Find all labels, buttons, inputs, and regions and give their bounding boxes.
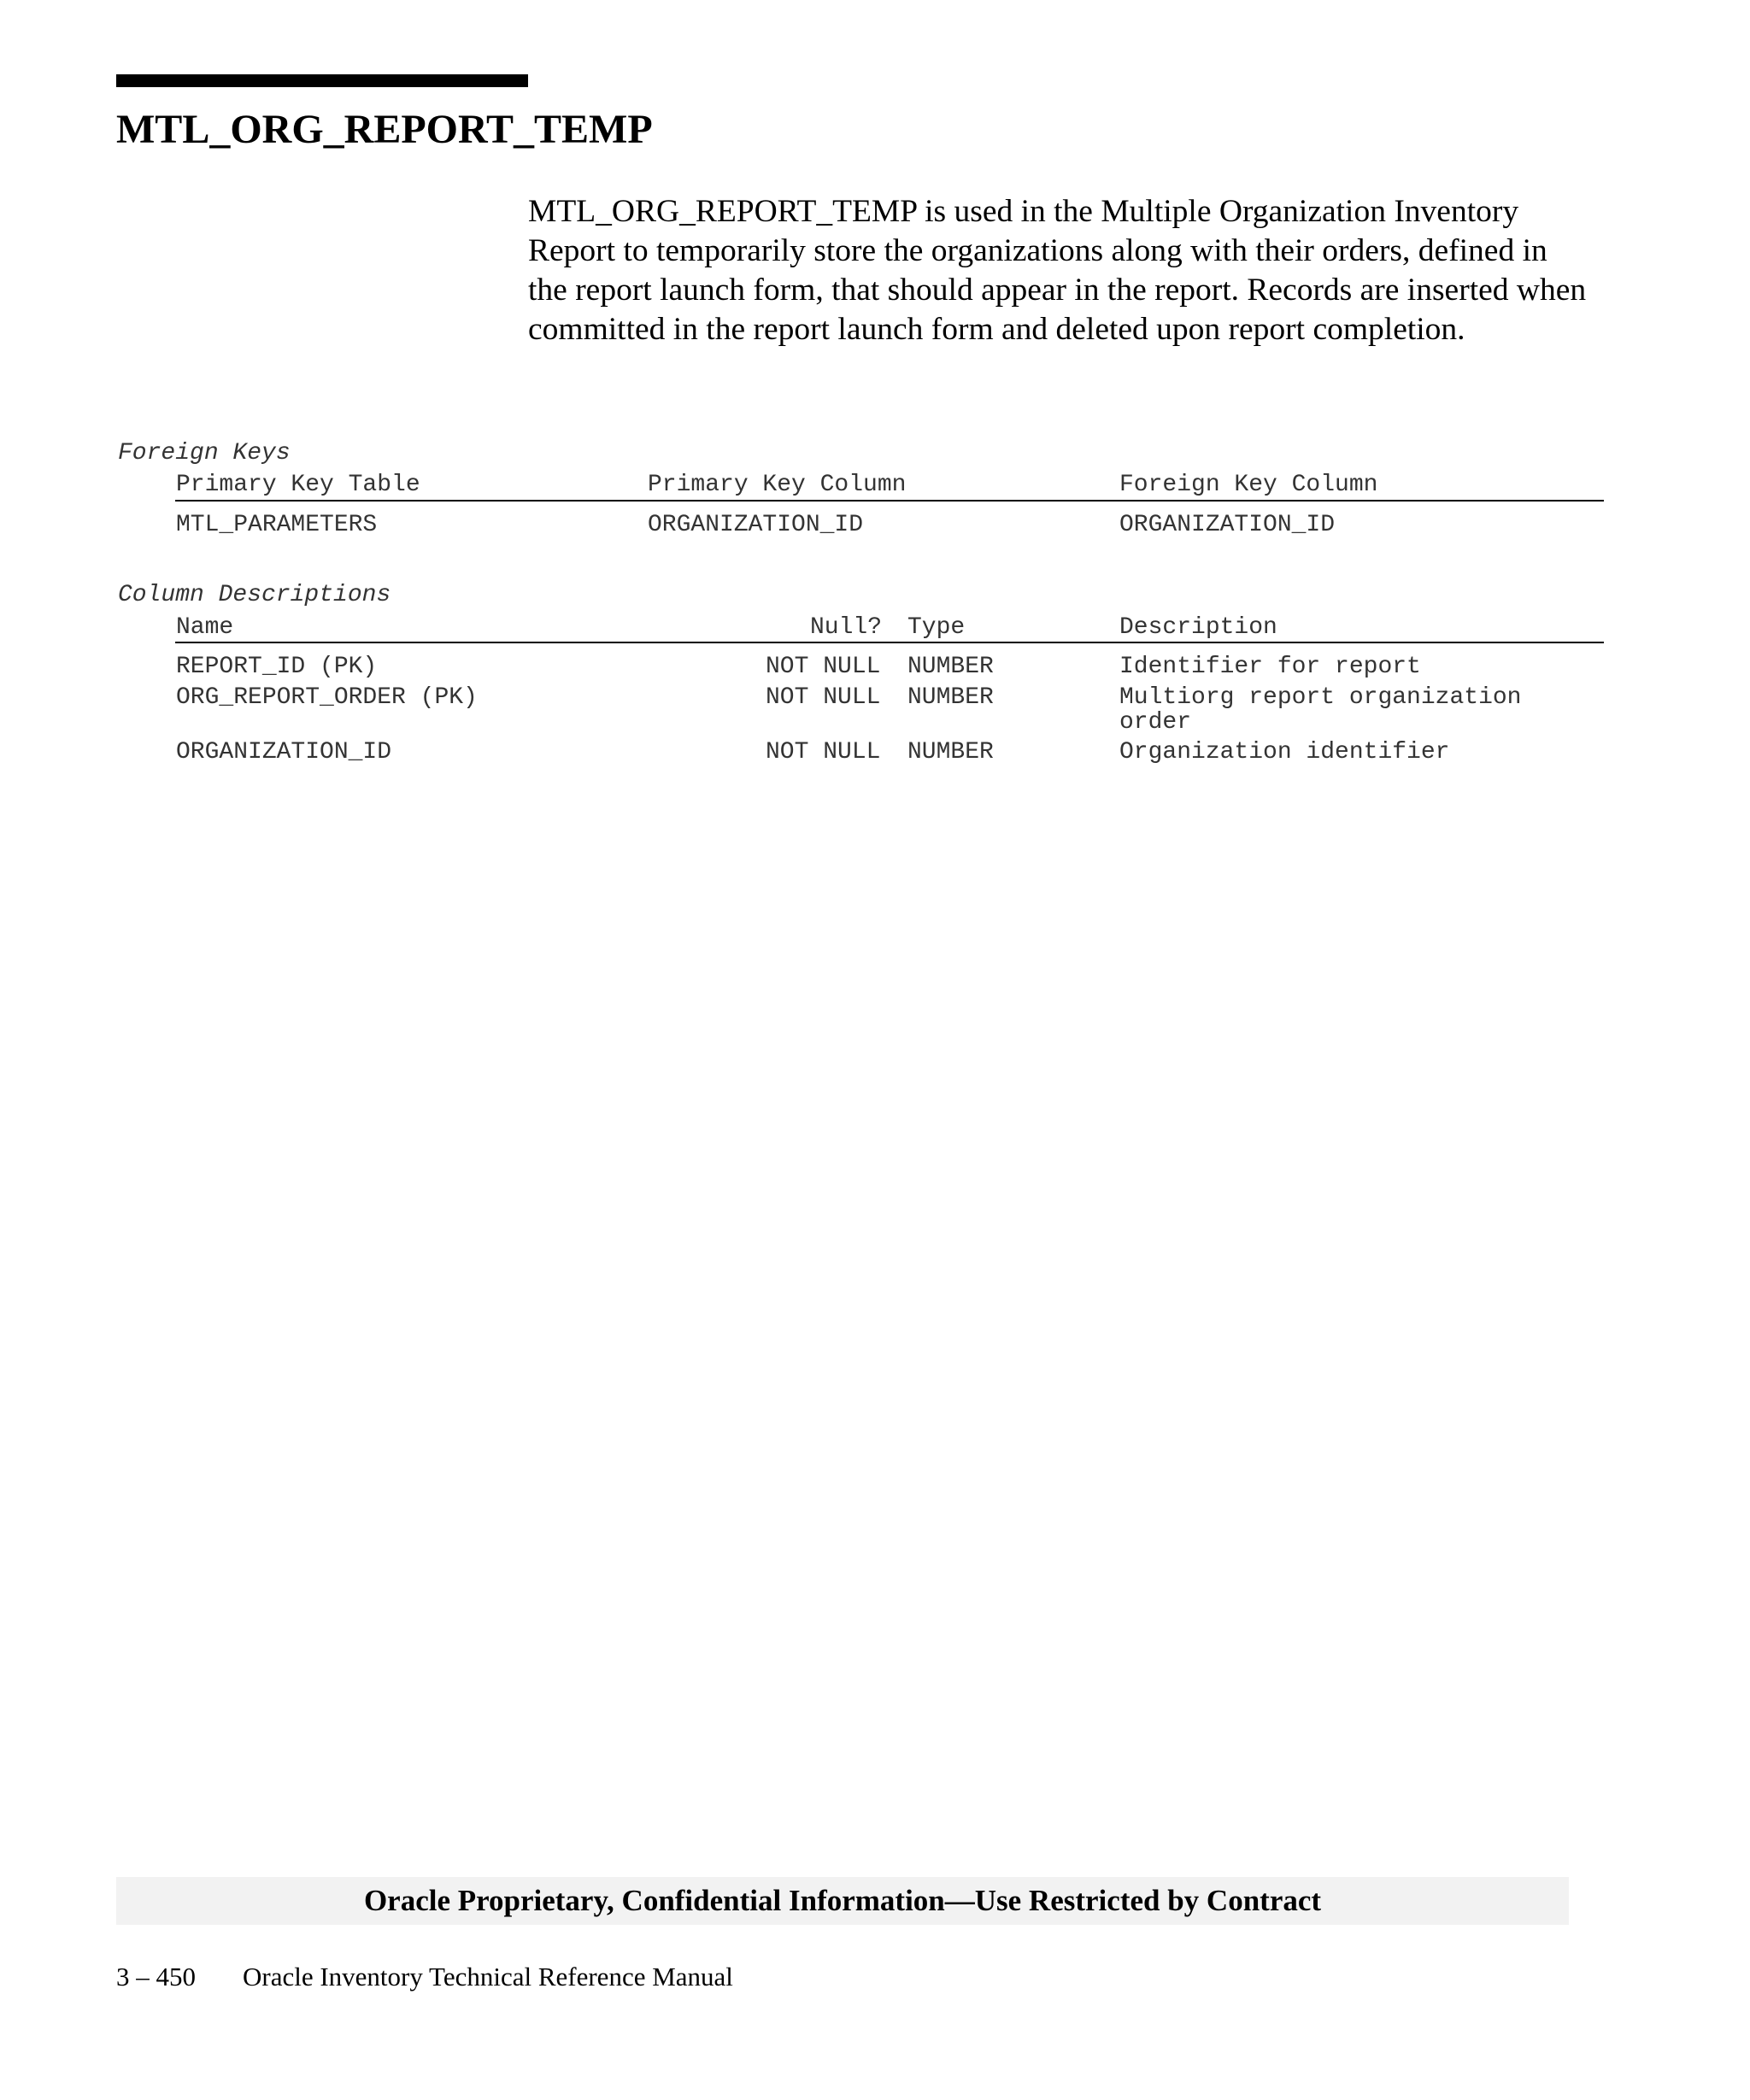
column-description-cell: Organization identifier bbox=[1119, 739, 1450, 766]
column-descriptions-label: Column Descriptions bbox=[118, 582, 391, 608]
fk-pk-table-cell: MTL_PARAMETERS bbox=[176, 512, 378, 538]
column-description-cell: Multiorg report organization order bbox=[1119, 684, 1522, 736]
foreign-keys-label: Foreign Keys bbox=[118, 440, 291, 466]
header-null: Null? bbox=[810, 614, 883, 641]
column-descriptions-header-rule bbox=[175, 642, 1604, 643]
header-fk-column: Foreign Key Column bbox=[1119, 472, 1378, 498]
column-name-cell: ORGANIZATION_ID bbox=[176, 739, 392, 766]
column-null-cell: NOT NULL bbox=[766, 654, 881, 680]
column-name-cell: ORG_REPORT_ORDER (PK) bbox=[176, 684, 478, 711]
header-type: Type bbox=[907, 614, 966, 641]
header-pk-column: Primary Key Column bbox=[648, 472, 907, 498]
page-number: 3 – 450 bbox=[116, 1962, 196, 1991]
table-description: MTL_ORG_REPORT_TEMP is used in the Multiple Organization Inventory Report to temporarily store the organizations along with their orders, defined in the report launch form, that should appear in the report. Records are inserted when committed in the report launch form and deleted upon report completion. bbox=[528, 194, 1587, 347]
fk-fk-column-cell: ORGANIZATION_ID bbox=[1119, 512, 1336, 538]
manual-title: Oracle Inventory Technical Reference Manual bbox=[243, 1962, 733, 1991]
page-title: MTL_ORG_REPORT_TEMP bbox=[116, 107, 653, 152]
column-null-cell: NOT NULL bbox=[766, 739, 881, 766]
column-type-cell: NUMBER bbox=[907, 654, 994, 680]
column-null-cell: NOT NULL bbox=[766, 684, 881, 711]
foreign-keys-header-rule bbox=[175, 500, 1604, 502]
confidential-notice: Oracle Proprietary, Confidential Information––Use Restricted by Contract bbox=[363, 1884, 1322, 1917]
fk-pk-column-cell: ORGANIZATION_ID bbox=[648, 512, 864, 538]
column-type-cell: NUMBER bbox=[907, 739, 994, 766]
column-name-cell: REPORT_ID (PK) bbox=[176, 654, 378, 680]
header-name: Name bbox=[176, 614, 234, 641]
header-pk-table: Primary Key Table bbox=[176, 472, 420, 498]
header-description: Description bbox=[1119, 614, 1277, 641]
column-type-cell: NUMBER bbox=[907, 684, 994, 711]
column-description-cell: Identifier for report bbox=[1119, 654, 1421, 680]
title-rule bbox=[116, 74, 528, 87]
